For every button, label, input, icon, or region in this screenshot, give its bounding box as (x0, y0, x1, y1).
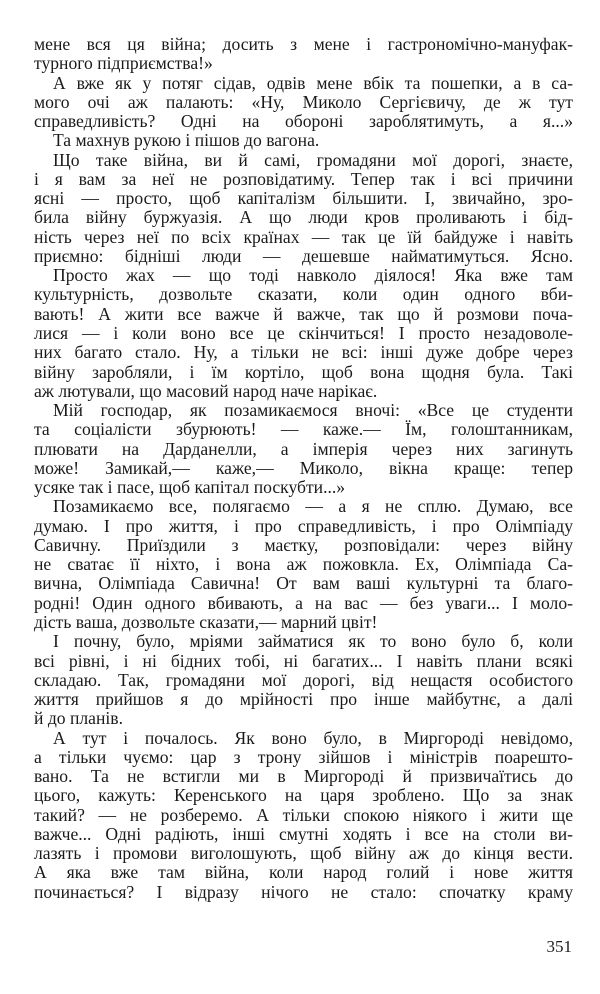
text-line: Та махнув рукою і пішов до вагона. (53, 130, 320, 151)
text-line: Мій господар, як позамикаємося вночі: «Все це студенти (53, 400, 573, 421)
text-line: усяке так і пасе, щоб капітал поскубти...» (34, 477, 346, 498)
text-line: може! Замикай,— каже,— Миколо, вікна краще: тепер (34, 457, 573, 478)
paragraph (34, 74, 573, 132)
text-line: такий? — не розберемо. А тільки спокою ніякого і жити ще (34, 804, 573, 825)
paragraph (34, 151, 573, 267)
text-line: всі рівні, і ні бідних тобі, ні багатих... І навіть плани всякі (34, 650, 573, 671)
text-line: лися — і коли воно все це скінчиться! І просто незадоволе- (34, 322, 573, 343)
text-line: вають! А жити все важче й важче, так що й розмови поча- (34, 303, 573, 324)
paragraph (34, 131, 573, 150)
text-line: ясні — просто, щоб капіталізм більшити. І, звичайно, зро- (34, 188, 573, 209)
text-line: Позамикаємо все, полягаємо — а я не сплю. Думаю, все (53, 496, 573, 517)
text-line: культурність, дозвольте сказати, коли один одного вби- (34, 284, 573, 305)
text-line: думаю. І про життя, і про справедливість, і про Олімпіаду (34, 515, 573, 536)
paragraph (34, 266, 573, 401)
text-line: турного підприємства!» (34, 53, 213, 74)
text-line: справедливість? Одні на обороні зароблятимуть, а я...» (34, 111, 573, 132)
text-line: життя прийшов я до мрійності про інше майбутнє, а далі (34, 689, 573, 710)
text-line: А тут і почалось. Як воно було, в Миргороді невідомо, (53, 727, 573, 748)
text-line: І почну, було, мріями займатися як то воно було б, коли (53, 631, 573, 652)
text-line: мого очі аж палають: «Ну, Миколо Сергієвичу, де ж тут (34, 91, 573, 112)
text-line: лазять і промови виголошують, щоб війну аж до кінця вести. (34, 843, 573, 864)
text-line: приємно: бідніші люди — дешевше найматимуться. Ясно. (34, 245, 573, 266)
text-line: вична, Олімпіада Савична! От вам ваші культурні та благо- (34, 573, 573, 594)
text-line: Просто жах — що тоді навколо діялося! Яка вже там (53, 265, 573, 286)
paragraph (34, 497, 573, 632)
text-line: війну заробляли, і їм кортіло, щоб вона щодня була. Такі (34, 361, 573, 382)
text-line: мене вся ця війна; досить з мене і гастрономічно-мануфак- (34, 34, 573, 54)
text-line: складаю. Так, громадяни мої дорогі, від нещастя особистого (34, 669, 573, 690)
text-line: плювати на Дарданелли, а імперія через них загинуть (34, 438, 573, 459)
text-line: вано. Та не встигли ми в Миргороді й призвичаїтись до (34, 766, 573, 787)
text-line: ність через неї по всіх країнах — так це їй байдуже і навіть (34, 226, 573, 247)
text-line: а тільки чуємо: цар з трону зійшов і міністрів поарешто- (34, 746, 573, 767)
text-line: Що таке війна, ви й самі, громадяни мої дорогі, знаєте, (53, 149, 573, 170)
text-line: не сватає її ніхто, і вона аж пожовкла. Ех, Олімпіада Са- (34, 554, 573, 575)
text-line: дість ваша, дозвольте сказати,— марний цвіт! (34, 611, 378, 632)
text-line: родні! Один одного вбивають, а на вас — без уваги... І моло- (34, 592, 573, 613)
paragraph (34, 632, 573, 728)
text-line: й до планів. (34, 708, 123, 729)
text-line: починається? І відразу нічого не стало: спочатку краму (34, 881, 573, 902)
text-line: важче... Одні радіють, інші смутні ходять і все на столи ви- (34, 823, 573, 844)
text-line: цього, кажуть: Керенського на царя зроблено. Що за знак (34, 785, 573, 806)
text-line: била війну буржуазія. А що люди кров проливають і бід- (34, 207, 573, 228)
text-line: Савичну. Приїздили з маєтку, розповідали: через війну (34, 534, 573, 555)
paragraph (34, 401, 573, 497)
text-line: А вже як у потяг сідав, одвів мене вбік та пошепки, а в са- (53, 72, 573, 93)
page-number: 351 (546, 937, 572, 956)
text-line: них багато стало. Ну, а тільки не всі: інші дуже добре через (34, 342, 573, 363)
text-line: А яка вже там війна, коли народ голий і нове життя (34, 862, 573, 883)
text-line: та соціалісти збурюють! — каже.— Їм, голоштанникам, (34, 419, 573, 440)
paragraph (34, 729, 573, 902)
text-line: аж лютували, що масовий народ наче нарікає. (34, 380, 378, 401)
paragraph (34, 35, 573, 74)
book-page-text (34, 35, 573, 902)
text-line: і я вам за неї не розповідатиму. Тепер так і всі причини (34, 168, 573, 189)
